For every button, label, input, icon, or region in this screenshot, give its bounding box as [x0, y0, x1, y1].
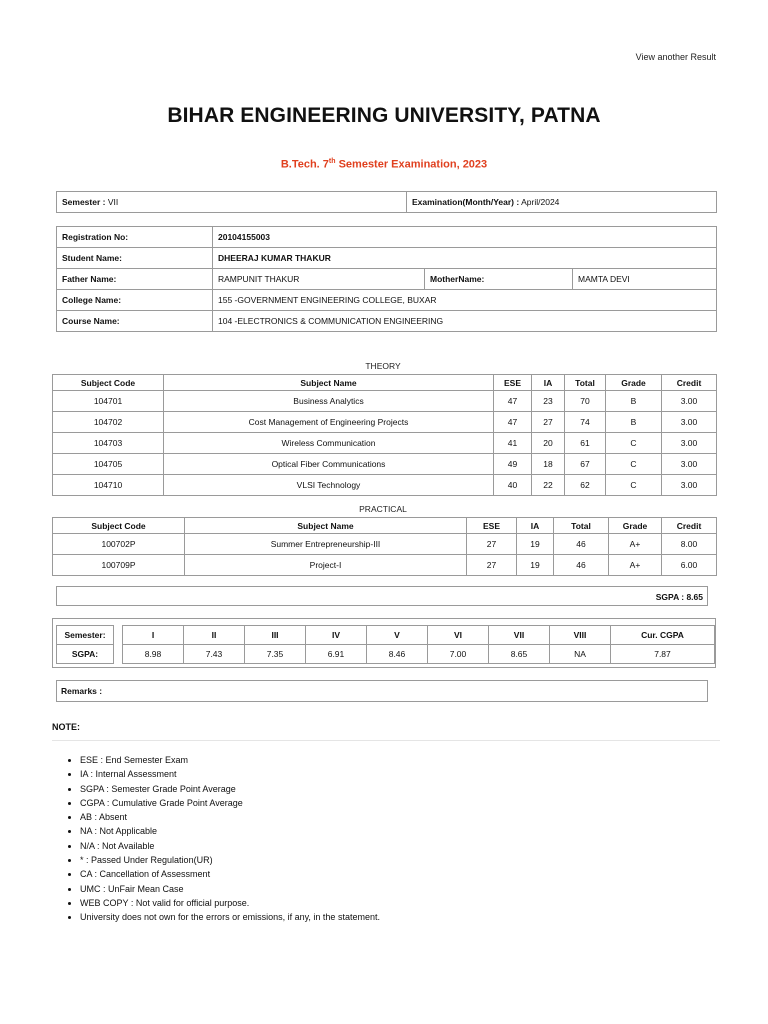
examination-cell: [407, 192, 717, 213]
total-mark: 74: [565, 412, 606, 433]
mother-name-value: MAMTA DEVI: [573, 269, 717, 290]
theory-header-cell: Total: [565, 375, 606, 391]
ese-mark: 47: [494, 391, 532, 412]
course-name-value: 104 -ELECTRONICS & COMMUNICATION ENGINEERING: [213, 311, 717, 332]
theory-caption: THEORY: [365, 361, 401, 371]
course-name-label: Course Name:: [57, 311, 213, 332]
student-name-label: Student Name:: [57, 248, 213, 269]
ese-mark: 47: [494, 412, 532, 433]
theory-header-cell: Credit: [662, 375, 717, 391]
sgpa-value: 7.00: [428, 645, 489, 664]
table-row: [53, 475, 717, 496]
table-row: [53, 433, 717, 454]
table-row: [53, 412, 717, 433]
course-row: [57, 311, 717, 332]
view-another-result-link[interactable]: View another Result: [635, 52, 716, 62]
ia-mark: 18: [532, 454, 565, 475]
theory-header-cell: IA: [532, 375, 565, 391]
exam-title: [0, 158, 768, 171]
total-mark: 46: [554, 555, 609, 576]
sgpa-summary: SGPA : 8.65: [56, 586, 708, 606]
total-mark: 61: [565, 433, 606, 454]
college-row: [57, 290, 717, 311]
sgpa-value: 8.65: [489, 645, 550, 664]
practical-header-cell: Credit: [662, 518, 717, 534]
subject-name: Optical Fiber Communications: [164, 454, 494, 475]
subject-name: VLSI Technology: [164, 475, 494, 496]
theory-header-cell: Grade: [606, 375, 662, 391]
credit: 3.00: [662, 391, 717, 412]
student-details-table: [56, 226, 717, 332]
subject-code: 100709P: [53, 555, 185, 576]
subject-code: 104701: [53, 391, 164, 412]
semester-cell: [57, 192, 407, 213]
list-item: • N/A : Not Available: [80, 839, 380, 853]
registration-value: 20104155003: [213, 227, 717, 248]
remarks-box: Remarks :: [56, 680, 708, 702]
mother-name-label: MotherName:: [425, 269, 573, 290]
ia-mark: 19: [517, 555, 554, 576]
credit: 3.00: [662, 433, 717, 454]
table-row: [53, 555, 717, 576]
sgpa-value: NA: [550, 645, 611, 664]
sgpa-value: 8.46: [367, 645, 428, 664]
exam-title-suffix: Semester Examination, 2023: [335, 158, 488, 171]
list-item: • SGPA : Semester Grade Point Average: [80, 782, 380, 796]
father-name-label: Father Name:: [57, 269, 213, 290]
cgpa-header-cell: Cur. CGPA: [611, 626, 715, 645]
semester-header-cell: III: [245, 626, 306, 645]
practical-header-cell: Grade: [609, 518, 662, 534]
subject-code: 104705: [53, 454, 164, 475]
father-name-value: RAMPUNIT THAKUR: [213, 269, 425, 290]
theory-header-cell: Subject Code: [53, 375, 164, 391]
semester-info-row: [57, 192, 717, 213]
subject-code: 104702: [53, 412, 164, 433]
credit: 3.00: [662, 475, 717, 496]
list-item: • University does not own for the errors or emissions, if any, in the statement.: [80, 910, 380, 924]
semester-header-cell: I: [123, 626, 184, 645]
list-item: • IA : Internal Assessment: [80, 767, 380, 781]
subject-name: Business Analytics: [164, 391, 494, 412]
sgpa-value: 7.43: [184, 645, 245, 664]
note-title: NOTE:: [52, 722, 80, 732]
semester-header-cell: II: [184, 626, 245, 645]
table-row: [53, 391, 717, 412]
theory-header-cell: Subject Name: [164, 375, 494, 391]
semester-header-row: [123, 626, 715, 645]
examination-value: April/2024: [521, 197, 560, 207]
cgpa-value: 7.87: [611, 645, 715, 664]
subject-name: Cost Management of Engineering Projects: [164, 412, 494, 433]
student-name-value: DHEERAJ KUMAR THAKUR: [213, 248, 717, 269]
parents-row: [57, 269, 717, 290]
credit: 3.00: [662, 412, 717, 433]
grade: C: [606, 433, 662, 454]
subject-name: Project-I: [185, 555, 467, 576]
credit: 6.00: [662, 555, 717, 576]
sgpa-value-row: [123, 645, 715, 664]
grade: B: [606, 412, 662, 433]
college-name-label: College Name:: [57, 290, 213, 311]
semester-row-label: Semester:: [57, 626, 114, 645]
ia-mark: 20: [532, 433, 565, 454]
sgpa-value: 6.91: [306, 645, 367, 664]
sgpa-row-label: SGPA:: [57, 645, 114, 664]
grade: A+: [609, 534, 662, 555]
subject-code: 100702P: [53, 534, 185, 555]
subject-code: 104710: [53, 475, 164, 496]
sgpa-value: 8.98: [123, 645, 184, 664]
sgpa-value: 7.35: [245, 645, 306, 664]
ese-mark: 49: [494, 454, 532, 475]
list-item: • UMC : UnFair Mean Case: [80, 882, 380, 896]
semester-sgpa-box: [52, 618, 716, 668]
note-divider: [52, 740, 720, 741]
practical-header-cell: Total: [554, 518, 609, 534]
list-item: • CGPA : Cumulative Grade Point Average: [80, 796, 380, 810]
subject-name: Summer Entrepreneurship-III: [185, 534, 467, 555]
student-name-row: [57, 248, 717, 269]
ia-mark: 27: [532, 412, 565, 433]
practical-header-cell: IA: [517, 518, 554, 534]
examination-label: Examination(Month/Year) :: [412, 197, 520, 207]
sgpa-label-row: [57, 645, 114, 664]
semester-label: Semester :: [62, 197, 106, 207]
registration-row: [57, 227, 717, 248]
total-mark: 67: [565, 454, 606, 475]
college-name-value: 155 -GOVERNMENT ENGINEERING COLLEGE, BUXAR: [213, 290, 717, 311]
credit: 3.00: [662, 454, 717, 475]
practical-header-cell: Subject Name: [185, 518, 467, 534]
practical-header-row: [53, 518, 717, 534]
list-item: • CA : Cancellation of Assessment: [80, 867, 380, 881]
semester-header-cell: VIII: [550, 626, 611, 645]
theory-table: [52, 374, 717, 496]
theory-header-row: [53, 375, 717, 391]
table-row: [53, 454, 717, 475]
semester-sgpa-grid: [122, 625, 715, 664]
semester-header-cell: VII: [489, 626, 550, 645]
ia-mark: 22: [532, 475, 565, 496]
university-title: BIHAR ENGINEERING UNIVERSITY, PATNA: [167, 104, 601, 127]
list-item: • ESE : End Semester Exam: [80, 753, 380, 767]
list-item: • AB : Absent: [80, 810, 380, 824]
credit: 8.00: [662, 534, 717, 555]
total-mark: 46: [554, 534, 609, 555]
grade: C: [606, 454, 662, 475]
grade: B: [606, 391, 662, 412]
ia-mark: 23: [532, 391, 565, 412]
grade: C: [606, 475, 662, 496]
ese-mark: 40: [494, 475, 532, 496]
practical-caption: PRACTICAL: [359, 504, 407, 514]
ese-mark: 41: [494, 433, 532, 454]
subject-name: Wireless Communication: [164, 433, 494, 454]
exam-title-sup: th: [328, 158, 336, 165]
notes-list: [66, 753, 380, 925]
practical-header-cell: ESE: [467, 518, 517, 534]
semester-value: VII: [107, 197, 119, 207]
list-item: • * : Passed Under Regulation(UR): [80, 853, 380, 867]
list-item: • NA : Not Applicable: [80, 824, 380, 838]
list-item: • WEB COPY : Not valid for official purpose.: [80, 896, 380, 910]
registration-label: Registration No:: [57, 227, 213, 248]
practical-header-cell: Subject Code: [53, 518, 185, 534]
subject-code: 104703: [53, 433, 164, 454]
total-mark: 70: [565, 391, 606, 412]
semester-label-row: [57, 626, 114, 645]
ese-mark: 27: [467, 534, 517, 555]
exam-title-prefix: B.Tech. 7: [280, 158, 329, 171]
semester-info-table: [56, 191, 717, 213]
semester-header-cell: VI: [428, 626, 489, 645]
ese-mark: 27: [467, 555, 517, 576]
practical-table: [52, 517, 717, 576]
total-mark: 62: [565, 475, 606, 496]
theory-header-cell: ESE: [494, 375, 532, 391]
table-row: [53, 534, 717, 555]
grade: A+: [609, 555, 662, 576]
semester-header-cell: V: [367, 626, 428, 645]
ia-mark: 19: [517, 534, 554, 555]
semester-header-cell: IV: [306, 626, 367, 645]
semester-sgpa-labels: [56, 625, 114, 664]
